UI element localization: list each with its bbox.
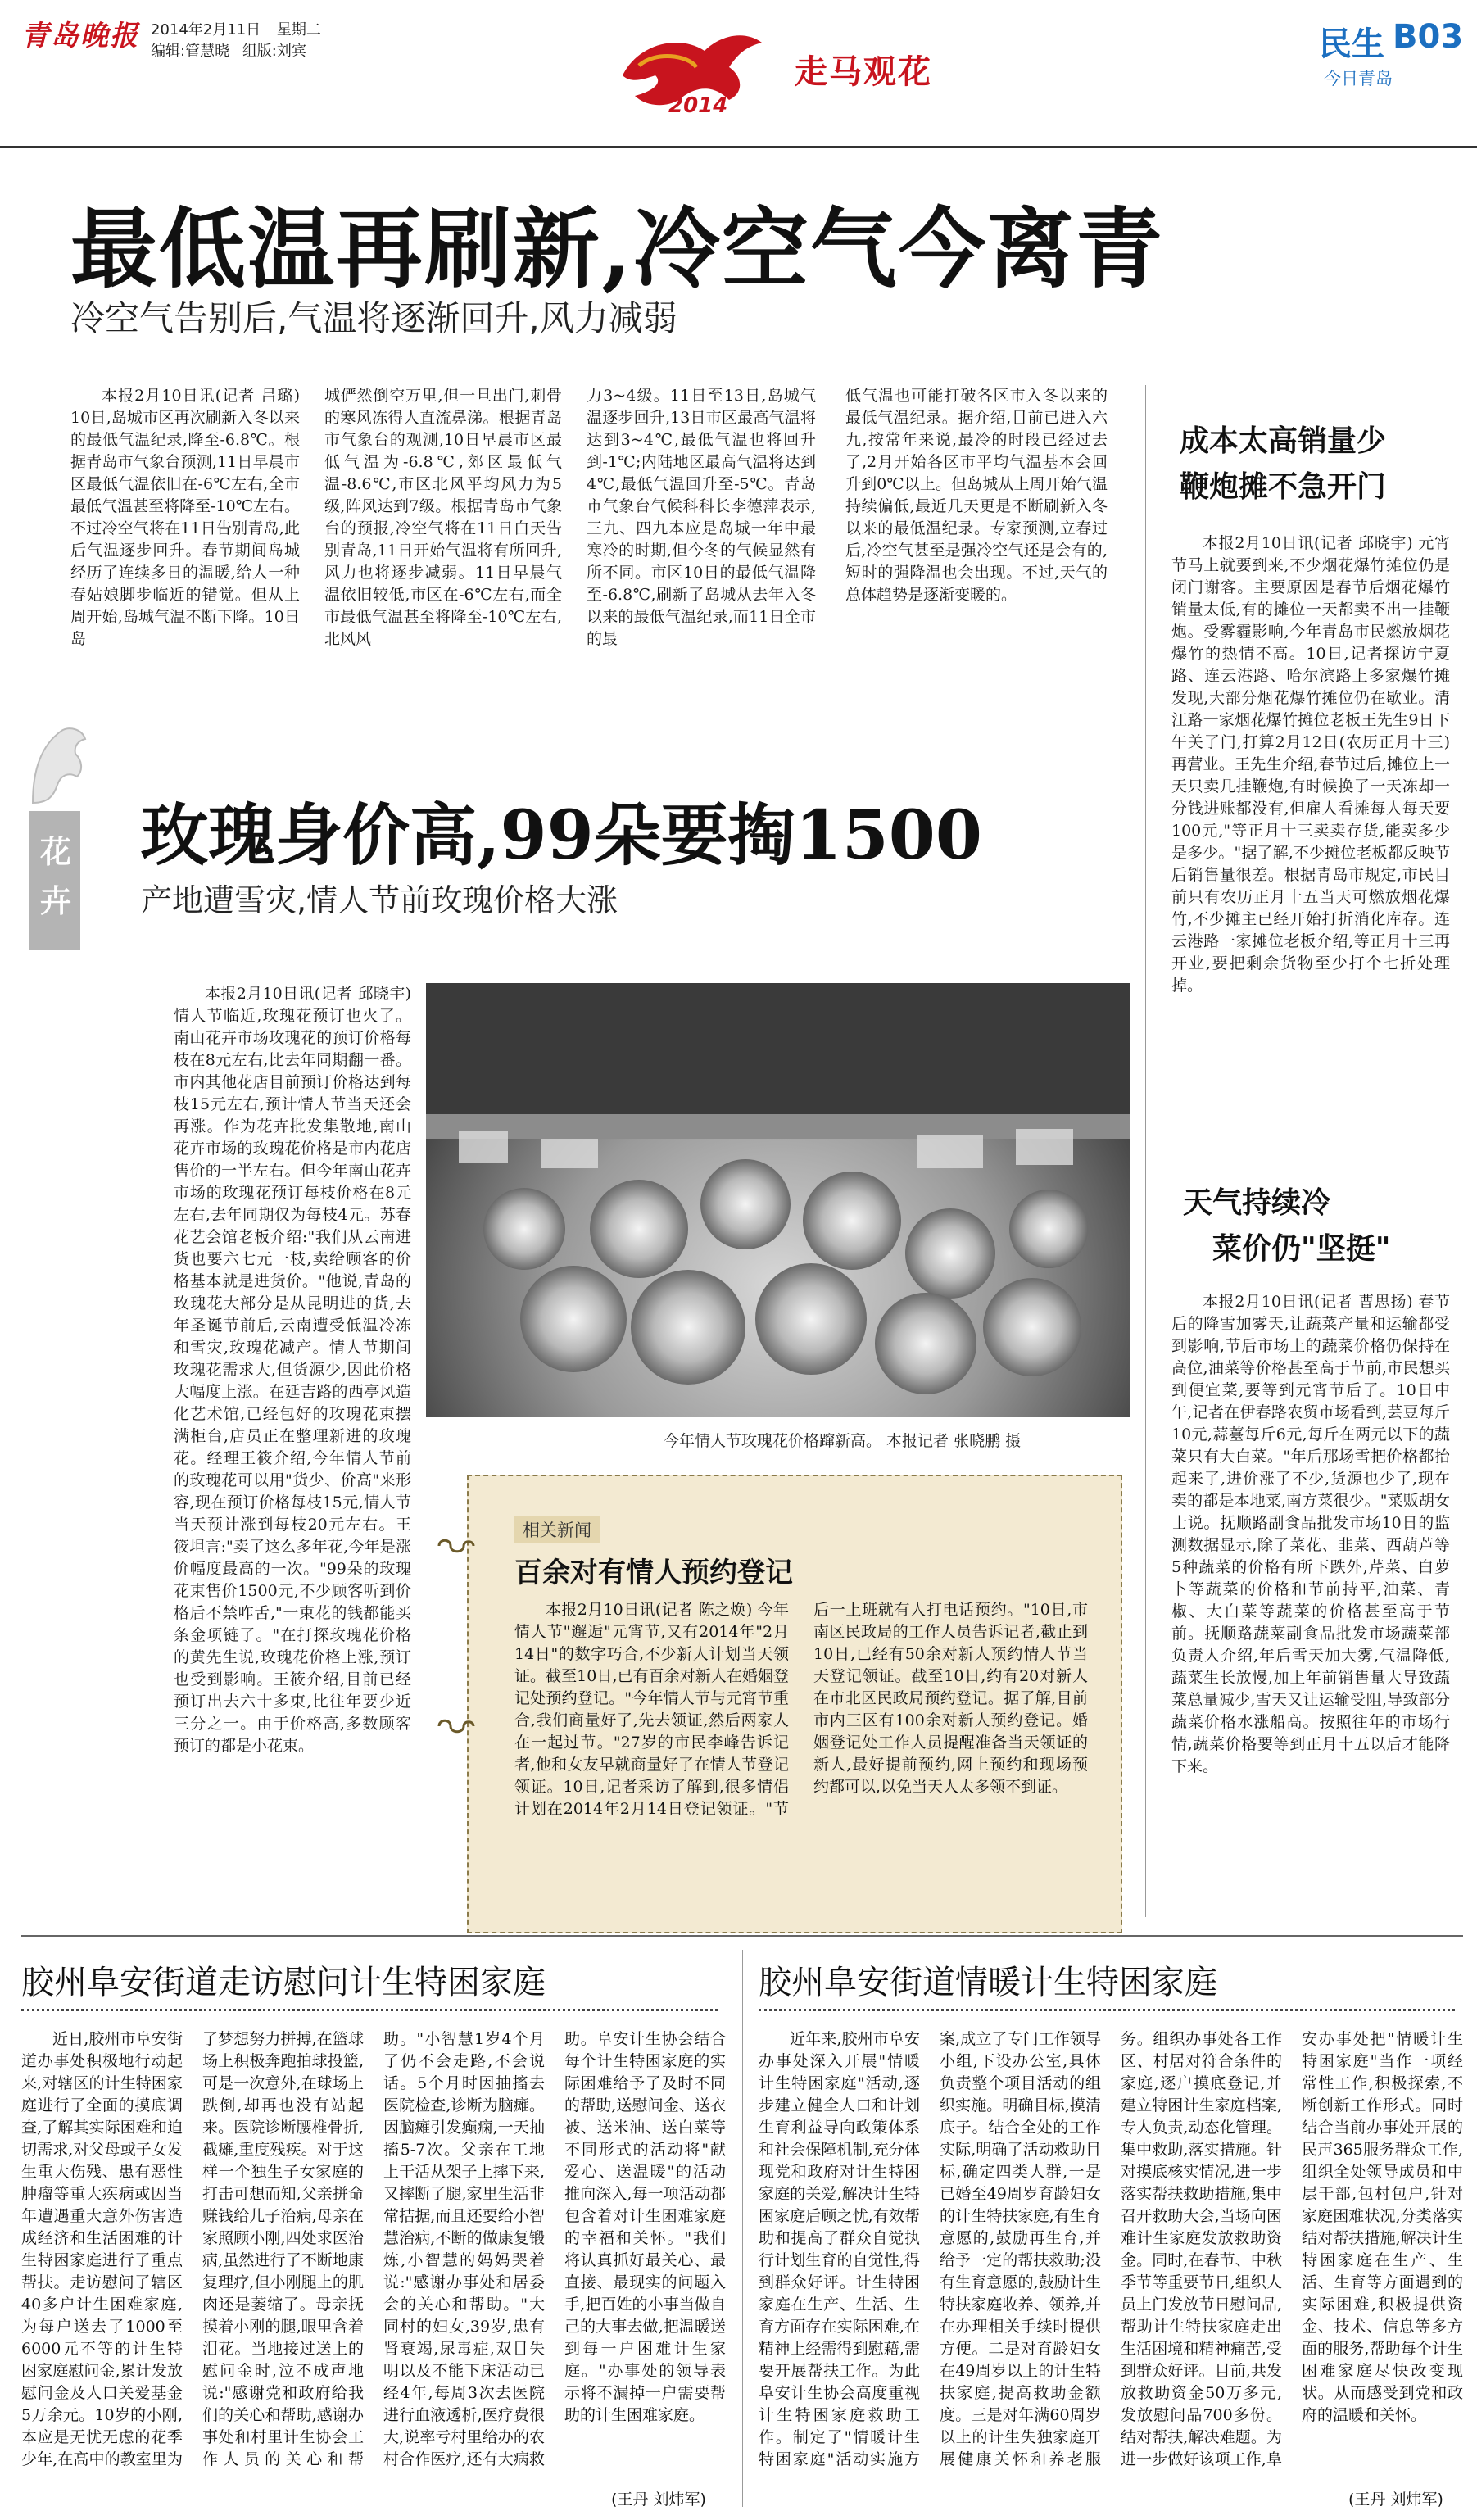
masthead [0, 0, 1477, 147]
bottom-top-rule [21, 1935, 1463, 1937]
date: 2014年2月11日 [151, 21, 261, 39]
paper-name: 青岛晚报 [21, 20, 139, 52]
rose-headline: 玫瑰身价高,99朵要掏1500 [141, 796, 982, 875]
sidebar-story-1 [1163, 385, 1458, 1172]
weekday: 星期二 [276, 21, 321, 39]
rose-text: 本报2月10日讯(记者 邱晓宇) 情人节临近,玫瑰花预订也火了。南山花卉市场玫瑰花的预订价格每枝在8元左右,比去年同期翻一番。市内其他花店目前预订价格达到每枝15元左右,预计情人节当天还会再涨。作为花卉批发集散地,南山花卉市场的玫瑰花价格是市内花店售价的一半左右。但今年南山花卉市场的玫瑰花预订每枝价格在8元左右,去年同期仅为每枝4元。苏春花艺会馆老板介绍:"我们从云南进货也要六七元一枝,卖给顾客的价格基本就是进货价。"他说,青岛的玫瑰花大部分是从昆明进的货,去年圣诞节前后,云南遭受低温冷冻和雪灾,玫瑰花减产。情人节期间玫瑰花需求大,但货源少,因此价格大幅度上涨。在延吉路的西亭风造化艺术馆,已经包好的玫瑰花束摆满柜台,店员正在整理新进的玫瑰花。经理王筱介绍,今年情人节前的玫瑰花可以用"货少、价高"来形容,现在预订价格每枝15元,情人节当天预计涨到每枝20元左右。王筱坦言:"卖了这么多年花,今年是涨价幅度最高的一次。"99朵的玫瑰花束售价1500元,不少顾客听到价格后不禁咋舌,"一束花的钱都能买条金项链了。"在打探玫瑰花价格的黄先生说,玫瑰花价格上涨,预订也受到影响。王筱介绍,目前已经预订出去六十多束,比往年要少近三分之一。由于价格高,多数顾客预订的都是小花束。 [174, 985, 411, 1755]
clip-icon-2 [436, 1714, 477, 1738]
column-title: 走马观花 [795, 52, 932, 91]
sidebar-story-2-text: 本报2月10日讯(记者 曹思扬) 春节后的降雪加雾天,让蔬菜产量和运输都受到影响,节后市场上的蔬菜价格仍保持在高位,油菜等价格甚至高于节前,市民想买到便宜菜,要等到元宵节后了。10日中午,记者在伊春路农贸市场看到,芸豆每斤10元,蒜薹每斤6元,每斤在两元以下的蔬菜只有大白菜。"年后那场雪把价格都抬起来了,进价涨了不少,货源也少了,现在卖的都是本地菜,南方菜很少。"菜贩胡女士说。抚顺路副食品批发市场10日的监测数据显示,除了菜花、韭菜、西葫芦等5种蔬菜的价格有所下跌外,芹菜、白萝卜等蔬菜的价格和节前持平,油菜、青椒、大白菜等蔬菜的价格甚至高于节前。抚顺路蔬菜副食品批发市场蔬菜部负责人介绍,年后雪天加大雾,气温降低,蔬菜生长放慢,加上年前销售量大导致蔬菜总量减少,雪天又让运输受阻,导致部分蔬菜价格水涨船高。按照往年的市场行情,蔬菜价格要等到正月十五以后才能降下来。 [1171, 1293, 1450, 1775]
bottom-right-body [759, 2028, 1463, 2487]
lead-column-4 [845, 385, 1108, 696]
horse-head-icon [25, 721, 90, 811]
sidebar-story-1-title-line-1: 成本太高销量少 [1180, 424, 1387, 458]
sidebar-story-2-title-line-2: 菜价仍"坚挺" [1212, 1231, 1391, 1266]
sidebar-story-1-text: 本报2月10日讯(记者 邱晓宇) 元宵节马上就要到来,不少烟花爆竹摊位仍是闭门谢客。主要原因是春节后烟花爆竹销量太低,有的摊位一天都卖不出一挂鞭炮。受雾霾影响,今年青岛市民燃放烟花爆竹的热情不高。10日,记者探访宁夏路、连云港路、哈尔滨路上多家爆竹摊发现,大部分烟花爆竹摊位仍在歇业。清江路一家烟花爆竹摊位老板王先生9日下午关了门,打算2月12日(农历正月十三)再营业。王先生介绍,春节过后,摊位上一天只卖几挂鞭炮,有时候换了一天冻却一分钱进账都没有,但雇人看摊每人每天要100元,"等正月十三卖卖存货,能卖多少是多少。"据了解,不少摊位老板都反映节后销售量很差。根据青岛市规定,市民目前只有农历正月十五当天可燃放烟花爆竹,不少摊主已经开始打折消化库存。连云港路一家摊位老板介绍,等正月十三再开业,要把剩余货物至少打个七折处理掉。 [1171, 534, 1450, 995]
rose-photo [426, 983, 1130, 1417]
paperclip-icon [436, 1534, 477, 1558]
related-text: 本报2月10日讯(记者 陈之焕) 今年情人节"邂逅"元宵节,又有2014年"2月14日"的数字巧合,不少新人计划当天领证。截至10日,已有百余对新人在婚姻登记处预约登记。"今年情人节与元宵节重合,我们商量好了,先去领证,然后两家人在一起过节。"27岁的市民李峰告诉记者,他和女友早就商量好了在情人节登记领证。10日,记者采访了解到,很多情侣计划在2014年2月14日登记领证。"节后一上班就有人打电话预约。"10日,市南区民政局的工作人员告诉记者,截止到10日,已经有50余对新人预约情人节当天登记领证。截至10日,约有20对新人在市北区民政局预约登记。据了解,目前市内三区有100余对新人预约登记。婚姻登记处工作人员提醒准备当天领证的新人,最好提前预约,网上预约和现场预约都可以,以免当天人太多领不到证。 [514, 1601, 1088, 1818]
lead-text-3: 力3~4级。11日至13日,岛城气温逐步回升,13日市区最高气温将达到3~4℃,最低气温也将回升到-1℃;内陆地区最高气温将达到4℃,最低气温回升至-5℃。青岛市气象台气候科科长李德萍表示,三九、四九本应是岛城一年中最寒冷的时期,但今冬的气候显然有所不同。市区10日的最低气温降至-6.8℃,刷新了岛城从去年入冬以来的最低气温纪录,而11日全市的最 [587, 387, 816, 648]
editor: 编辑:管慧晓 [151, 43, 230, 60]
related-news-box [467, 1475, 1122, 1933]
lead-headline: 最低温再刷新,冷空气今离青 [70, 197, 1164, 300]
photo-caption: 今年情人节玫瑰花价格蹿新高。 本报记者 张晓鹏 摄 [664, 1432, 1022, 1450]
sidebar-story-2 [1163, 1163, 1458, 1925]
paperclip-icon [436, 1714, 477, 1738]
bottom-left-byline: (王丹 刘炜军) [611, 2491, 706, 2509]
layout-editor: 组版:刘宾 [242, 43, 306, 60]
section-tag-bar [29, 811, 80, 950]
section-tag: 花卉 [39, 834, 71, 919]
issue-date [151, 18, 321, 39]
related-headline: 百余对有情人预约登记 [514, 1557, 793, 1589]
bottom-right-dotted-rule [759, 2009, 1455, 2011]
bottom-right-text: 近年来,胶州市阜安办事处深入开展"情暖计生特困家庭"活动,逐步建立健全人口和计划生育利益导向政策体系和社会保障机制,充分体现党和政府对计生特困家庭的关爱,解决计生特困家庭后顾之忧,有效帮助和提高了群众自觉执行计划生育的自觉性,得到群众好评。计生特困家庭在生产、生活、生育方面存在实际困难,在精神上经需得到慰藉,需要开展帮扶工作。为此阜安计生协会高度重视计生特困家庭救助工作。制定了"情暖计生特困家庭"活动实施方案,成立了专门工作领导小组,下设办公室,具体负责整个项目活动的组织实施。明确目标,摸清底子。结合全处的工作实际,明确了活动救助目标,确定四类人群,一是已婚至49周岁育龄妇女的计生特扶家庭,有生育意愿的,鼓励再生育,并给予一定的帮扶救助;没有生育意愿的,鼓励计生特扶家庭收养、领养,并在办理相关手续时提供方便。二是对育龄妇女在49周岁以上的计生特扶家庭,提高救助金额度。三是对年满60周岁以上的计生失独家庭开展健康关怀和养老服务。组织办事处各工作区、村居对符合条件的家庭,逐户摸底登记,并建立特困计生家庭档案,专人负责,动态化管理。集中救助,落实措施。针对摸底核实情况,进一步落实帮扶救助措施,集中召开救助大会,当场向困难计生家庭发放救助资金。同时,在春节、中秋季节等重要节日,组织人员上门发放节日慰问品,帮助计生特扶家庭走出生活困境和精神痛苦,受到群众好评。目前,共发放救助资金50万多元,发放慰问品700多份。结对帮扶,解决难题。为进一步做好该项工作,阜安办事处把"情暖计生特困家庭"当作一项经常性工作,积极探索,不断创新工作形式。同时结合当前办事处开展的民声365服务群众工作,组织全处领导成员和中层干部,包村包户,针对家庭困难状况,分类落实结对帮扶措施,解决计生特困家庭在生产、生活、生育等方面遇到的实际困难,积极提供资金、技术、信息等多方面的服务,帮助每个计生困难家庭尽快改变现状。从而感受到党和政府的温暖和关怀。 [759, 2030, 1463, 2468]
subsection-name: 今日青岛 [1324, 69, 1393, 88]
sidebar-story-2-title-line-1: 天气持续冷 [1183, 1185, 1331, 1220]
masthead-rule [0, 146, 1477, 148]
bottom-left-body [21, 2028, 726, 2487]
lead-subhead: 冷空气告别后,气温将逐渐回升,风力减弱 [70, 298, 677, 338]
logo-year: 2014 [668, 93, 728, 118]
editor-credits [151, 39, 306, 61]
sidebar-divider [1145, 385, 1146, 1917]
page-number: B03 [1393, 18, 1464, 56]
section-name: 民生 [1319, 25, 1384, 63]
bottom-right-headline: 胶州阜安街道情暖计生特困家庭 [759, 1964, 1217, 2001]
bottom-left-headline: 胶州阜安街道走访慰问计生特困家庭 [21, 1964, 546, 2001]
lead-column-3 [587, 385, 816, 696]
sidebar-story-2-body [1171, 1291, 1450, 1914]
lead-text-4: 低气温也可能打破各区市入冬以来的最低气温纪录。据介绍,目前已进入六九,按常年来说,最冷的时段已经过去了,2月开始各区市平均气温基本会回升到0℃以上。但岛城从上周开始气温持续偏低,最近几天更是不断刷新入冬以来的最低温纪录。专家预测,立春过后,冷空气甚至是强冷空气还是会有的,短时的强降温也会出现。不过,天气的总体趋势是逐渐变暖的。 [845, 387, 1108, 604]
related-body [514, 1599, 1088, 1919]
horse-ornament [25, 721, 90, 811]
related-label: 相关新闻 [514, 1516, 600, 1543]
bottom-left-story [21, 1950, 726, 2507]
bottom-right-byline: (王丹 刘炜军) [1348, 2491, 1443, 2509]
bottom-left-text: 近日,胶州市阜安街道办事处积极地行动起来,对辖区的计生特困家庭进行了全面的摸底调查,了解其实际困难和迫切需求,对父母或子女发生重大伤残、患有恶性肿瘤等重大疾病或因当年遭遇重大意外伤害造成经济和生活困难的计生特困家庭进行了重点帮扶。走访慰问了辖区40多户计生困难家庭,为每户送去了1000至6000元不等的计生特困家庭慰问金,累计发放慰问金及人口关爱基金5万余元。10岁的小刚,本应是无忧无虑的花季少年,在高中的教室里为了梦想努力拼搏,在篮球场上积极奔跑拍球投篮,可是一次意外,在球场上跌倒,却再也没有站起来。医院诊断腰椎骨折,截瘫,重度残疾。对于这样一个独生子女家庭的打击可想而知,父亲拼命赚钱给儿子治病,母亲在家照顾小刚,四处求医治病,虽然进行了不断地康复理疗,但小刚腿上的肌肉还是萎缩了。母亲抚摸着小刚的腿,眼里含着泪花。当地接过送上的慰问金时,泣不成声地说:"感谢党和政府给我们的关心和帮助,感谢办事处和村里计生协会工作人员的关心和帮助。"小智慧1岁4个月了仍不会走路,不会说话。5个月时因抽搐去医院检查,诊断为脑瘫。因脑瘫引发癫痫,一天抽搐5-7次。父亲在工地上干活从架子上摔下来,又摔断了腿,家里生活非常拮据,而且还要给小智慧治病,不断的做康复锻炼,小智慧的妈妈哭着说:"感谢办事处和居委会的关心和帮助。"大同村的妇女,39岁,患有肾衰竭,尿毒症,双目失明以及不能下床活动已经4年,每周3次去医院进行血液透析,医疗费很大,说率亏村里给办的农村合作医疗,还有大病救助。阜安计生协会结合每个计生特困家庭的实际困难给予了及时不同的帮助,送慰问金、送衣被、送米油、送白菜等不同形式的活动将"献爱心、送温暖"的活动推向深入,每一项活动都包含着对计生困难家庭的幸福和关怀。"我们将认真抓好最关心、最直接、最现实的问题入手,把百姓的小事当做自己的大事去做,把温暖送到每一户困难计生家庭。"办事处的领导表示将不漏掉一户需要帮助的计生困难家庭。 [21, 2030, 726, 2468]
sidebar-story-1-title-line-2: 鞭炮摊不急开门 [1180, 469, 1387, 504]
lead-column-2 [324, 385, 562, 696]
bottom-divider [742, 1950, 743, 2507]
rose-subhead: 产地遭雪灾,情人节前玫瑰价格大涨 [141, 882, 618, 918]
sidebar-story-1-body [1171, 533, 1450, 1155]
bottom-right-story [759, 1950, 1463, 2507]
bottom-left-dotted-rule [21, 2009, 718, 2011]
rose-bouquet-image [426, 983, 1130, 1417]
rose-body [174, 983, 411, 1925]
lead-text-1: 本报2月10日讯(记者 吕璐) 10日,岛城市区再次刷新入冬以来的最低气温纪录,降至-6.8℃。根据青岛市气象台预测,11日早晨市区最低气温依旧在-6℃左右,全市最低气温甚至将降至-10℃左右。不过冷空气将在11日告别青岛,此后气温逐步回升。春节期间岛城经历了连续多日的温暖,给人一种春姑娘脚步临近的错觉。但从上周开始,岛城气温不断下降。10日岛 [70, 387, 300, 648]
lead-column-1 [70, 385, 300, 696]
clip-icon [436, 1534, 477, 1558]
horse-logo [606, 18, 786, 125]
lead-text-2: 城俨然倒空万里,但一旦出门,刺骨的寒风冻得人直流鼻涕。根据青岛市气象台的观测,10日早晨市区最低气温为-6.8℃,郊区最低气温-8.6℃,市区北风平均风力为5级,阵风达到7级。根据青岛市气象台的预报,冷空气将在11日白天告别青岛,11日开始气温将有所回升,风力也将逐步减弱。11日早晨气温依旧较低,市区在-6℃左右,而全市最低气温甚至将降至-10℃左右,北风风 [324, 387, 562, 648]
